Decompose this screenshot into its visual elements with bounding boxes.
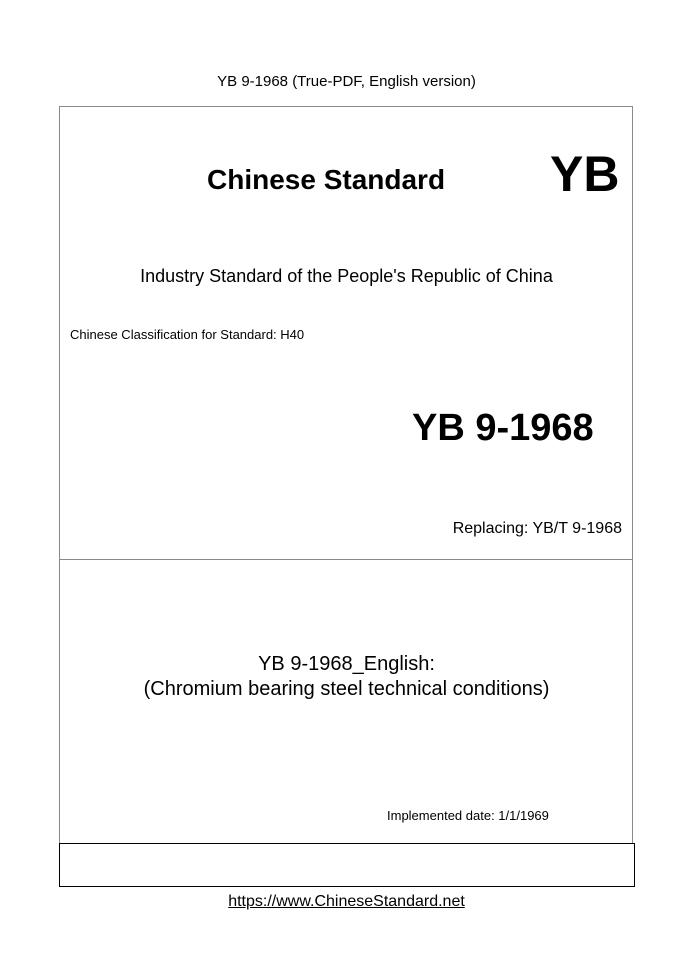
classification-label: Chinese Classification for Standard: H40 (70, 327, 305, 342)
standard-number: YB 9-1968 (412, 407, 594, 449)
page-header: YB 9-1968 (True-PDF, English version) (217, 73, 476, 90)
website-link[interactable]: https://www.ChineseStandard.net (228, 893, 465, 910)
footer (0, 892, 693, 912)
replacing-note: Replacing: YB/T 9-1968 (452, 520, 622, 537)
cover-bottom-box (59, 843, 635, 887)
document-title-line2: (Chromium bearing steel technical conditions) (143, 678, 550, 700)
document-title-line1: YB 9-1968_English: (258, 653, 435, 675)
cover-subtitle: Industry Standard of the People's Republic of China (140, 266, 553, 286)
standard-code-prefix: YB (550, 146, 620, 202)
implemented-date: Implemented date: 1/1/1969 (387, 808, 549, 823)
document-title (0, 652, 693, 702)
cover-title: Chinese Standard (207, 164, 446, 195)
